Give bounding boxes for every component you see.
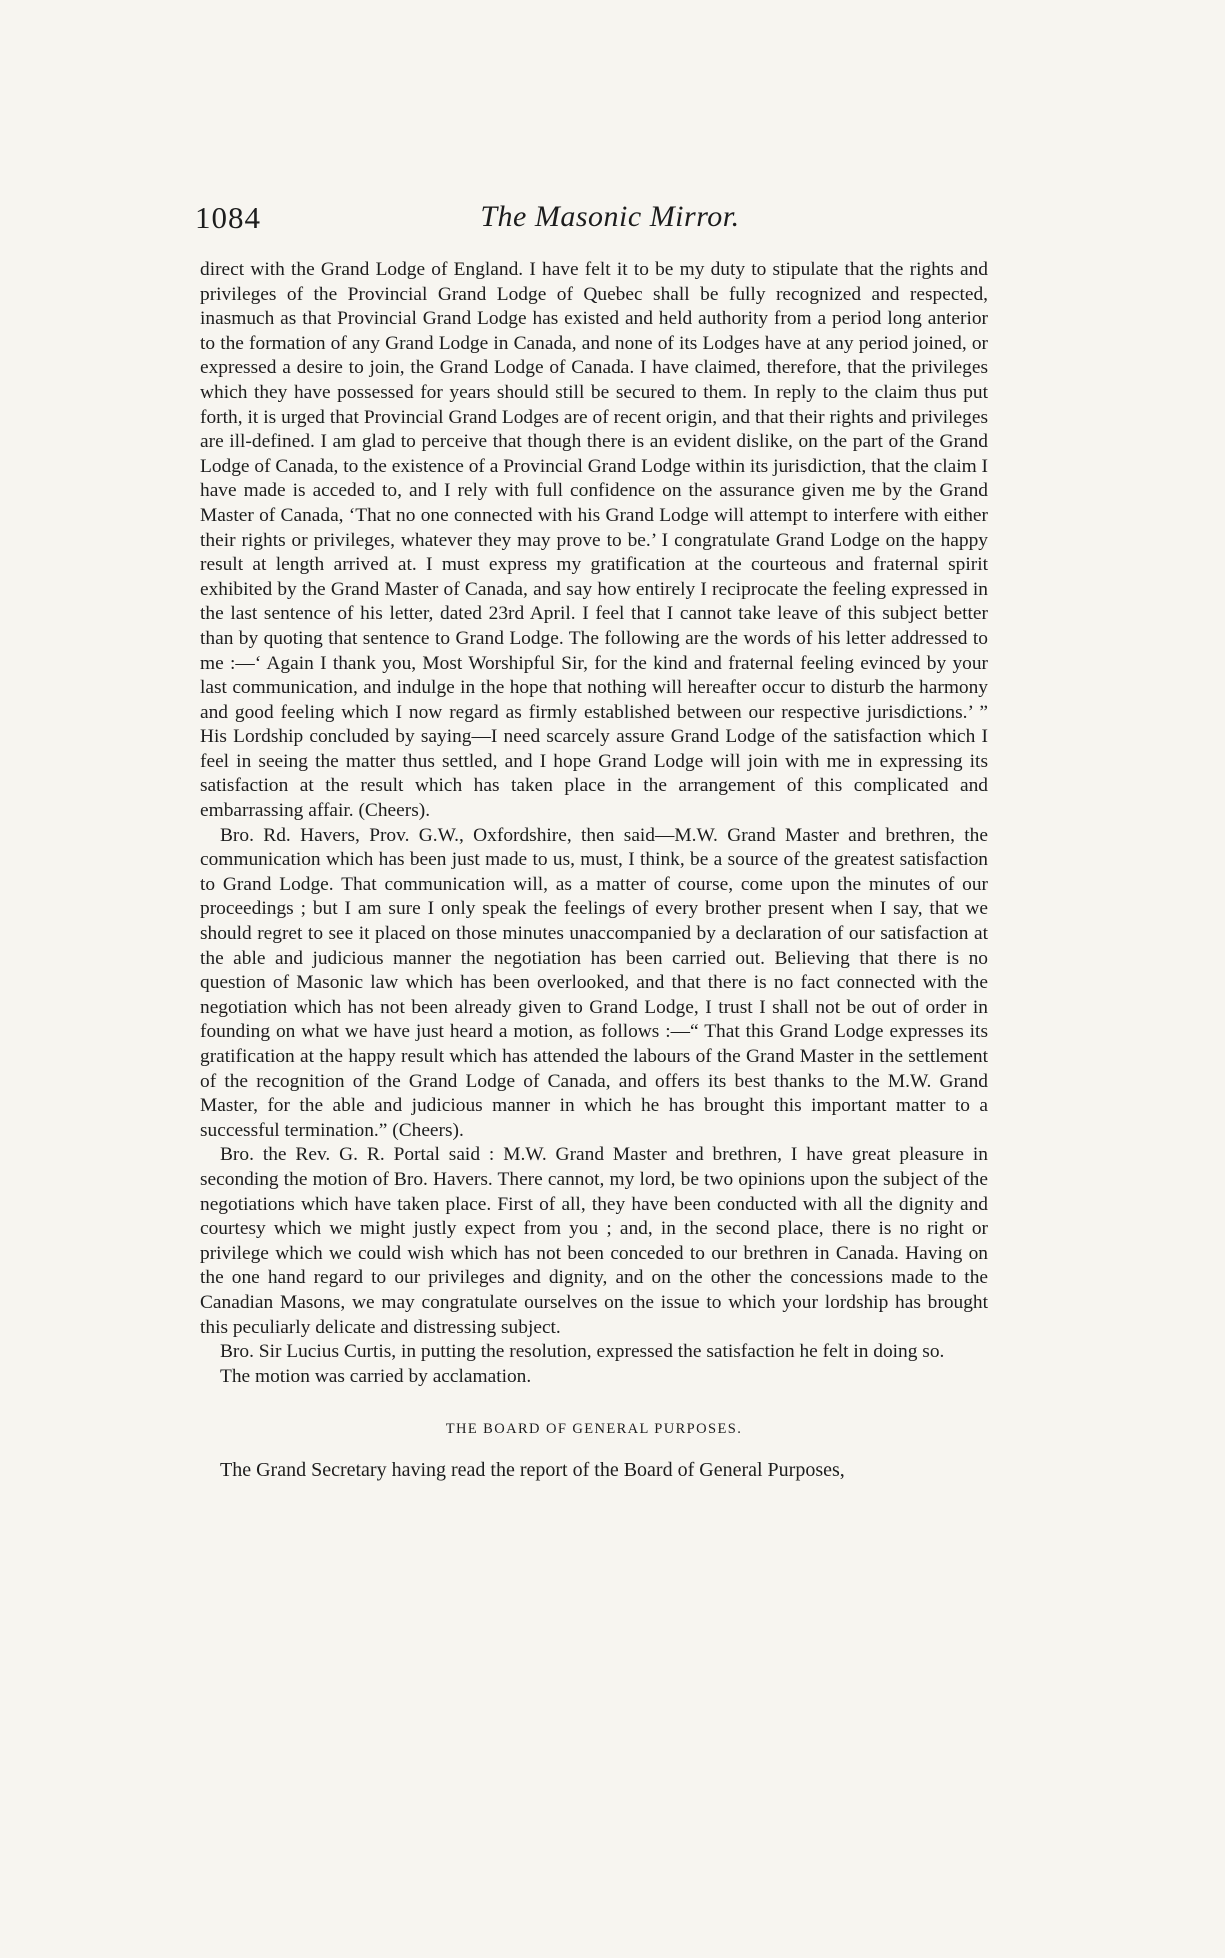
article-body bbox=[200, 258, 988, 1483]
paragraph-board-report: The Grand Secretary having read the report of the Board of General Purposes, bbox=[220, 1458, 845, 1481]
paragraph-grand-master-speech: direct with the Grand Lodge of England. I have felt it to be my duty to stipulate that the rights and privileges of the Provincial Grand Lodge of Quebec shall be fully recognized and respected, inasmuch as that Provincial Grand Lodge has existed and held authority from a period long anterior to the formation of any Grand Lodge in Canada, and none of its Lodges have at any period joined, or expressed a desire to join, the Grand Lodge of Canada. I have claimed, therefore, that the privileges which they have possessed for years should still be secured to them. In reply to the claim thus put forth, it is urged that Provincial Grand Lodges are of recent origin, and that their rights and privileges are ill-defined. I am glad to perceive that though there is an evident dislike, on the part of the Grand Lodge of Canada, to the existence of a Provincial Grand Lodge within its jurisdiction, that the claim I have made is acceded to, and I rely with full confidence on the assurance given me by the Grand Master of Canada, ‘That no one connected with his Grand Lodge will attempt to interfere with either their rights or privileges, whatever they may prove to be.’ I congratulate Grand Lodge on the happy result at length arrived at. I must express my gratification at the courteous and fraternal spirit exhibited by the Grand Master of Canada, and say how entirely I reciprocate the feeling expressed in the last sentence of his letter, dated 23rd April. I feel that I cannot take leave of this subject better than by quoting that sentence to Grand Lodge. The following are the words of his letter addressed to me :—‘ Again I thank you, Most Worshipful Sir, for the kind and fraternal feeling evinced by your last communication, and indulge in the hope that nothing will hereafter occur to disturb the harmony and good feeling which I now regard as firmly established between our respective jurisdictions.’ ” His Lordship concluded by saying—I need scarcely assure Grand Lodge of the satisfaction which I feel in seeing the matter thus settled, and I hope Grand Lodge will join with me in expressing its satisfaction at the result which has taken place in the arrangement of this complicated and embarrassing affair. (Cheers). bbox=[200, 259, 988, 822]
page-number: 1084 bbox=[195, 200, 261, 235]
paragraph-curtis-resolution: Bro. Sir Lucius Curtis, in putting the resolution, expressed the satisfaction he felt in doing so. bbox=[220, 1341, 945, 1363]
paragraph-havers-motion: Bro. Rd. Havers, Prov. G.W., Oxfordshire, then said—M.W. Grand Master and brethren, the communication which has been just made to us, must, I think, be a source of the greatest satisfaction to Grand Lodge. That communication will, as a matter of course, come upon the minutes of our proceedings ; but I am sure I only speak the feelings of every brother present when I say, that we should regret to see it placed on those minutes unaccompanied by a declaration of our satisfaction at the able and judicious manner the negotiation has been carried out. Believing that there is no question of Masonic law which has been overlooked, and that there is no fact connected with the negotiation which has not been already given to Grand Lodge, I trust I shall not be out of order in founding on what we have just heard a motion, as follows :—“ That this Grand Lodge expresses its gratification at the happy result which has attended the labours of the Grand Master in the settlement of the recognition of the Grand Lodge of Canada, and offers its best thanks to the M.W. Grand Master, for the able and judicious manner in which he has brought this important matter to a successful termination.” (Cheers). bbox=[200, 824, 988, 1141]
paragraph-motion-carried: The motion was carried by acclamation. bbox=[220, 1365, 532, 1387]
section-heading: THE BOARD OF GENERAL PURPOSES. bbox=[445, 1421, 743, 1438]
running-head bbox=[195, 200, 1025, 240]
paragraph-portal-seconding: Bro. the Rev. G. R. Portal said : M.W. Grand Master and brethren, I have great pleasure in seconding the motion of Bro. Havers. There cannot, my lord, be two opinions upon the subject of the negotiations which have taken place. First of all, they have been conducted with all the dignity and courtesy which we might justly expect from you ; and, in the second place, there is no right or privilege which we could wish which has not been conceded to our brethren in Canada. Having on the one hand regard to our privileges and dignity, and on the other the concessions made to the Canadian Masons, we may congratulate ourselves on the issue to which your lordship has brought this peculiarly delicate and distressing subject. bbox=[200, 1144, 988, 1338]
journal-title: The Masonic Mirror. bbox=[480, 200, 740, 233]
